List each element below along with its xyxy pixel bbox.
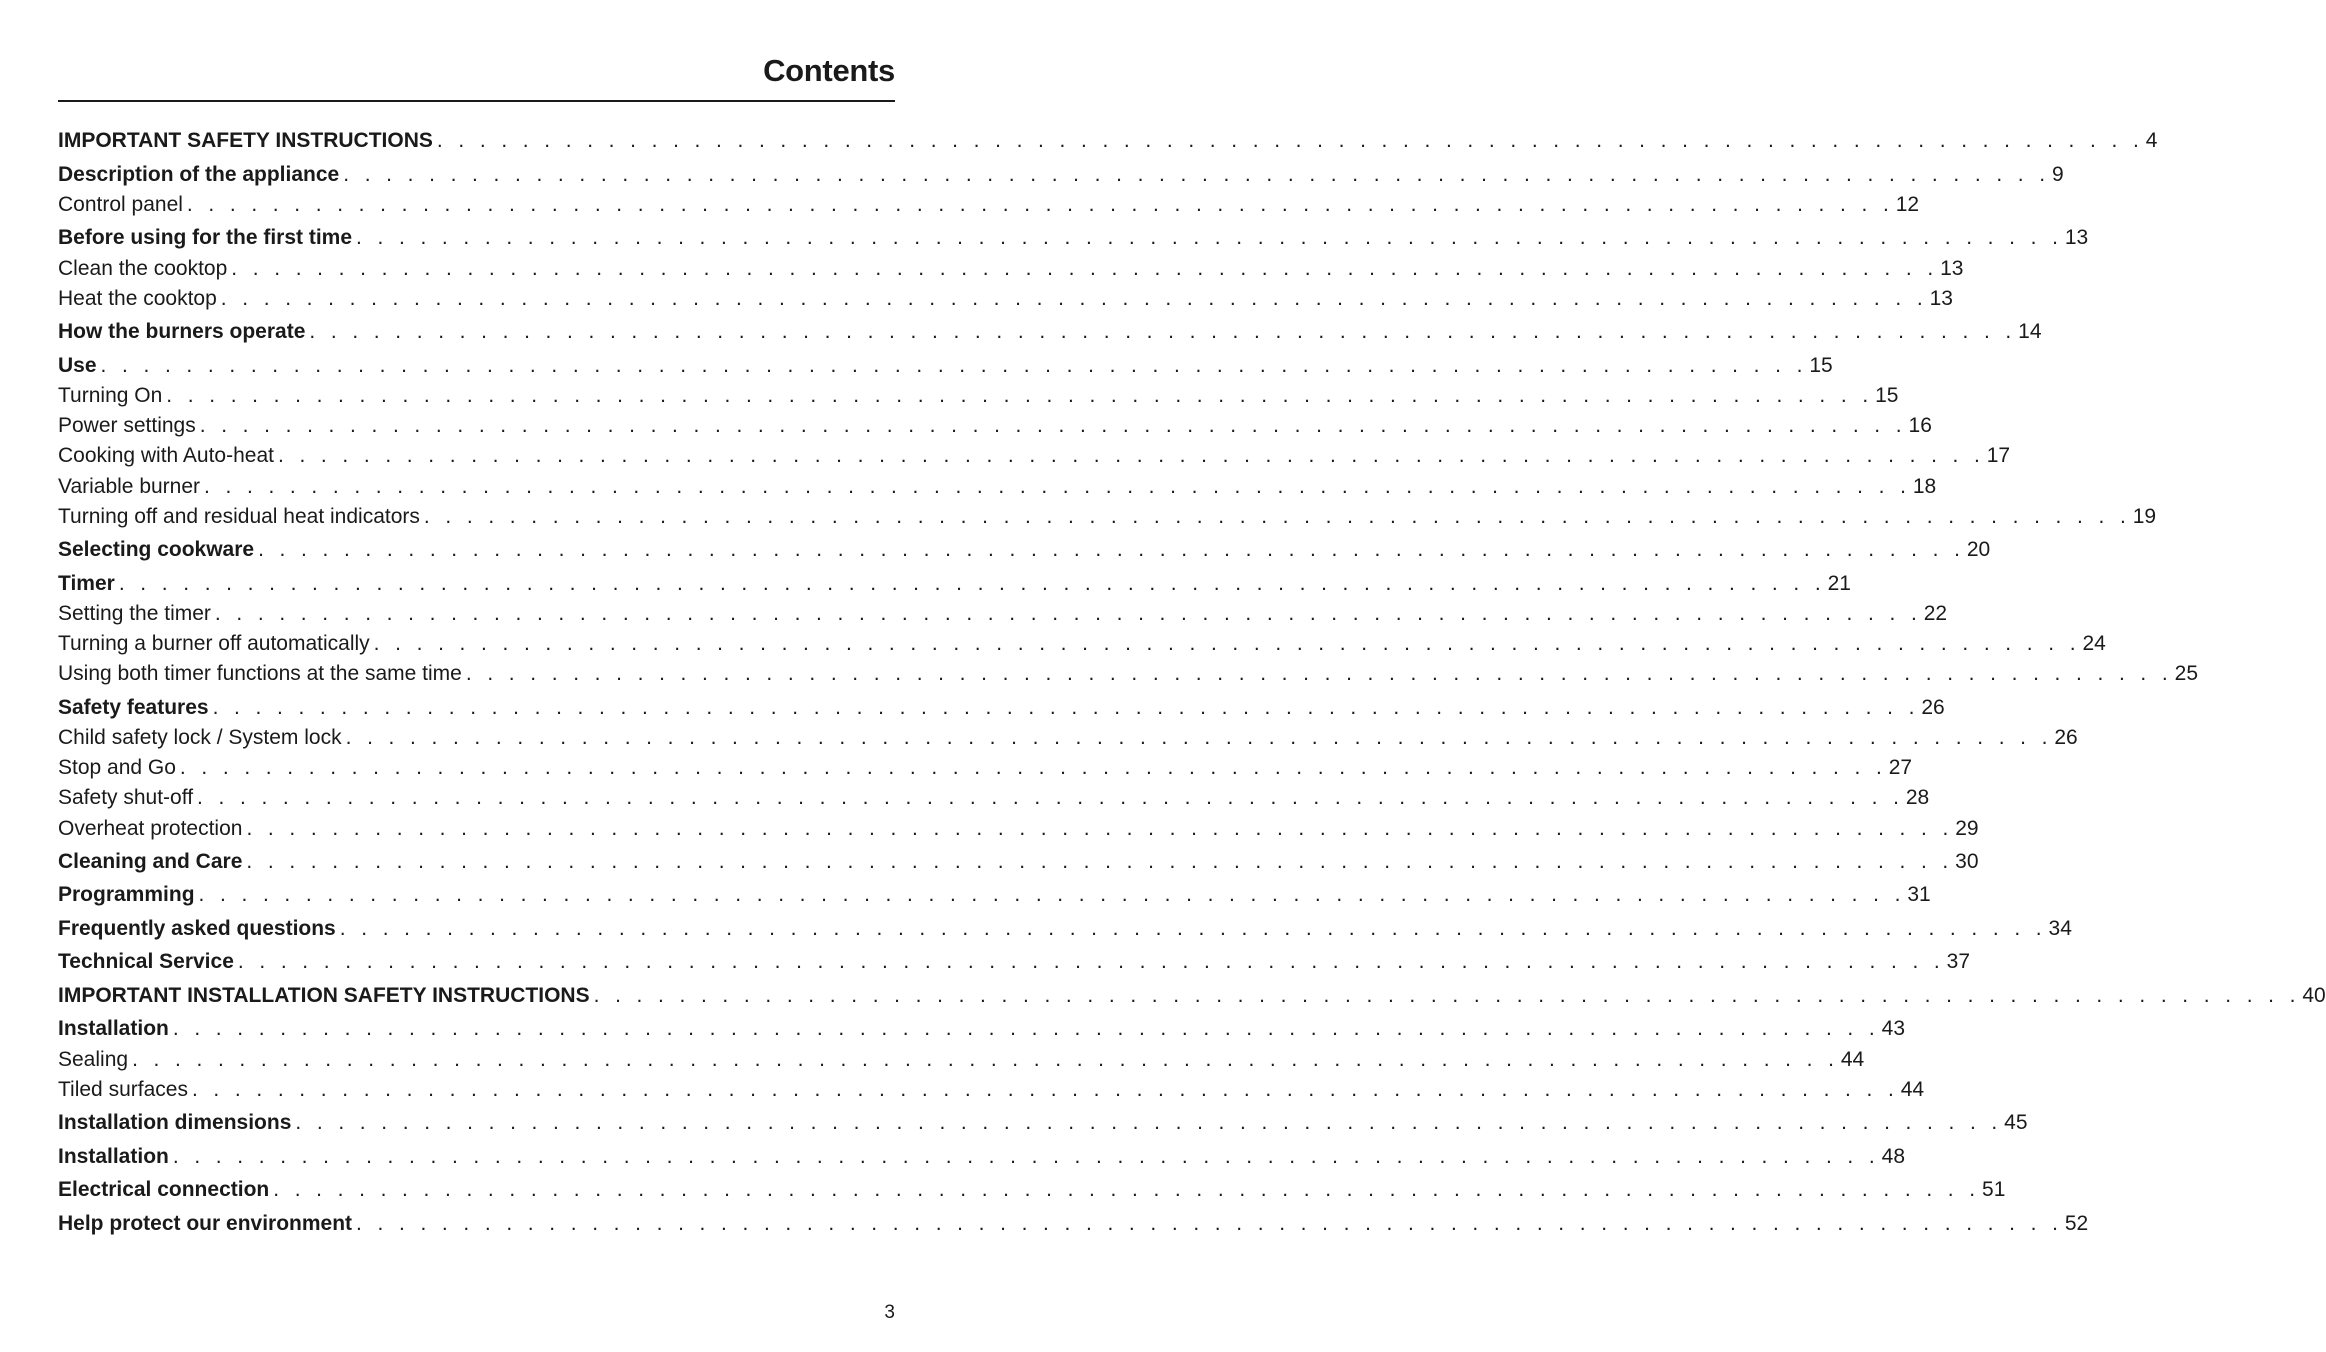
- toc-leader-dots: . . . . . . . . . . . . . . . . . . . . . . . . . . . . . . . . . . . . . . . . . . . . . . . . . . . . . . . . . . . . . . . . . . . . . . . . . . . . . . . .: [172, 1017, 1880, 1041]
- toc-entry-label: Technical Service: [58, 950, 234, 974]
- toc-leader-dots: . . . . . . . . . . . . . . . . . . . . . . . . . . . . . . . . . . . . . . . . . . . . . . . . . . . . . . . . . . . . . . . . . . . . . . . . . . . . . . . .: [339, 916, 2047, 940]
- page-title: Contents: [763, 53, 895, 88]
- toc-entry-page: 28: [1905, 786, 1930, 810]
- toc-entry[interactable]: [58, 192, 1920, 223]
- toc-entry[interactable]: [58, 1017, 1905, 1047]
- toc-entry[interactable]: [58, 226, 2089, 256]
- toc-entry[interactable]: [58, 504, 2157, 535]
- toc-entry-label: Variable burner: [58, 474, 201, 498]
- toc-entry[interactable]: [58, 662, 2198, 692]
- toc-entry-label: Cleaning and Care: [58, 849, 243, 873]
- toc-entry[interactable]: [58, 1178, 2006, 1208]
- toc-entry[interactable]: [58, 571, 1851, 602]
- toc-leader-dots: . . . . . . . . . . . . . . . . . . . . . . . . . . . . . . . . . . . . . . . . . . . . . . . . . . . . . . . . . . . . . . . . . . . . . . . . . . . . . . . .: [246, 849, 1954, 873]
- toc-entry[interactable]: [58, 695, 1945, 726]
- toc-leader-dots: . . . . . . . . . . . . . . . . . . . . . . . . . . . . . . . . . . . . . . . . . . . . . . . . . . . . . . . . . . . . . . . . . . . . . . . . . . . . . . . .: [186, 192, 1894, 216]
- toc-leader-dots: . . . . . . . . . . . . . . . . . . . . . . . . . . . . . . . . . . . . . . . . . . . . . . . . . . . . . . . . . . . . . . . . . . . . . . . . . . . . . . . .: [436, 129, 2144, 153]
- toc-leader-dots: . . . . . . . . . . . . . . . . . . . . . . . . . . . . . . . . . . . . . . . . . . . . . . . . . . . . . . . . . . . . . . . . . . . . . . . . . . . . . . . .: [277, 444, 1985, 468]
- toc-entry-page: 13: [1929, 286, 1953, 310]
- toc-entry[interactable]: [58, 1077, 1925, 1108]
- toc-entry-label: Turning a burner off automatically: [58, 632, 370, 656]
- toc-entry-page: 31: [1907, 883, 1931, 907]
- toc-entry-page: 48: [1881, 1144, 1905, 1168]
- toc-entry-page: 25: [2174, 662, 2198, 686]
- toc-leader-dots: . . . . . . . . . . . . . . . . . . . . . . . . . . . . . . . . . . . . . . . . . . . . . . . . . . . . . . . . . . . . . . . . . . . . . . . . . . . . . . . .: [345, 725, 2053, 749]
- toc-entry-label: Turning off and residual heat indicators: [58, 504, 420, 528]
- toc-entry-label: Cooking with Auto-heat: [58, 444, 274, 468]
- toc-entry-page: 19: [2132, 504, 2157, 528]
- toc-entry[interactable]: [58, 129, 2158, 159]
- toc-entry-label: Safety shut-off: [58, 786, 194, 810]
- toc-entry-label: Tiled surfaces: [58, 1077, 188, 1101]
- toc-leader-dots: . . . . . . . . . . . . . . . . . . . . . . . . . . . . . . . . . . . . . . . . . . . . . . . . . . . . . . . . . . . . . . . . . . . . . . . . . . . . . . . .: [199, 414, 1907, 438]
- toc-entry-page: 45: [2004, 1111, 2028, 1135]
- toc-entry[interactable]: [58, 816, 1979, 847]
- toc-leader-dots: . . . . . . . . . . . . . . . . . . . . . . . . . . . . . . . . . . . . . . . . . . . . . . . . . . . . . . . . . . . . . . . . . . . . . . . . . . . . . . . .: [132, 1047, 1839, 1071]
- toc-entry-label: Using both timer functions at the same time: [58, 662, 462, 686]
- toc-leader-dots: . . . . . . . . . . . . . . . . . . . . . . . . . . . . . . . . . . . . . . . . . . . . . . . . . . . . . . . . . . . . . . . . . . . . . . . . . . . . . . . .: [373, 632, 2081, 656]
- toc-entry[interactable]: [58, 444, 2011, 474]
- toc-leader-dots: . . . . . . . . . . . . . . . . . . . . . . . . . . . . . . . . . . . . . . . . . . . . . . . . . . . . . . . . . . . . . . . . . . . . . . . . . . . . . . . .: [246, 816, 1954, 840]
- toc-entry-label: Installation: [58, 1017, 169, 1041]
- toc-entry-label: IMPORTANT INSTALLATION SAFETY INSTRUCTIONS: [58, 983, 590, 1007]
- toc-entry[interactable]: [58, 632, 2106, 662]
- page-number: 3: [884, 1302, 895, 1323]
- toc-entry[interactable]: [58, 383, 1899, 414]
- toc-entry[interactable]: [58, 1047, 1865, 1078]
- toc-entry-label: Child safety lock / System lock: [58, 725, 342, 749]
- toc-leader-dots: . . . . . . . . . . . . . . . . . . . . . . . . . . . . . . . . . . . . . . . . . . . . . . . . . . . . . . . . . . . . . . . . . . . . . . . . . . . . . . . .: [179, 756, 1887, 780]
- toc-leader-dots: . . . . . . . . . . . . . . . . . . . . . . . . . . . . . . . . . . . . . . . . . . . . . . . . . . . . . . . . . . . . . . . . . . . . . . . . . . . . . . . .: [258, 538, 1965, 562]
- toc-entry-page: 30: [1955, 849, 1979, 873]
- toc-entry[interactable]: [58, 286, 1953, 317]
- toc-entry-page: 43: [1881, 1017, 1905, 1041]
- toc-entry-page: 16: [1908, 414, 1932, 438]
- toc-leader-dots: . . . . . . . . . . . . . . . . . . . . . . . . . . . . . . . . . . . . . . . . . . . . . . . . . . . . . . . . . . . . . . . . . . . . . . . . . . . . . . . .: [231, 256, 1939, 280]
- toc-entry[interactable]: [58, 950, 1971, 980]
- toc-entry-page: 44: [1840, 1047, 1865, 1071]
- toc-entry-page: 22: [1923, 601, 1948, 625]
- toc-leader-dots: . . . . . . . . . . . . . . . . . . . . . . . . . . . . . . . . . . . . . . . . . . . . . . . . . . . . . . . . . . . . . . . . . . . . . . . . . . . . . . . .: [465, 662, 2173, 686]
- toc-entry-label: Heat the cooktop: [58, 286, 217, 310]
- table-of-contents: [58, 126, 2326, 1242]
- toc-leader-dots: . . . . . . . . . . . . . . . . . . . . . . . . . . . . . . . . . . . . . . . . . . . . . . . . . . . . . . . . . . . . . . . . . . . . . . . . . . . . . . . .: [197, 786, 1904, 810]
- toc-entry-label: IMPORTANT SAFETY INSTRUCTIONS: [58, 129, 433, 153]
- toc-entry[interactable]: [58, 756, 1913, 786]
- toc-leader-dots: . . . . . . . . . . . . . . . . . . . . . . . . . . . . . . . . . . . . . . . . . . . . . . . . . . . . . . . . . . . . . . . . . . . . . . . . . . . . . . . .: [295, 1111, 2003, 1135]
- toc-entry-page: 51: [1982, 1178, 2006, 1202]
- toc-entry[interactable]: [58, 1144, 1905, 1175]
- toc-entry[interactable]: [58, 983, 2326, 1014]
- toc-entry-label: Use: [58, 353, 97, 377]
- toc-leader-dots: . . . . . . . . . . . . . . . . . . . . . . . . . . . . . . . . . . . . . . . . . . . . . . . . . . . . . . . . . . . . . . . . . . . . . . . . . . . . . . . .: [100, 353, 1808, 377]
- toc-leader-dots: . . . . . . . . . . . . . . . . . . . . . . . . . . . . . . . . . . . . . . . . . . . . . . . . . . . . . . . . . . . . . . . . . . . . . . . . . . . . . . . .: [356, 1211, 2063, 1235]
- toc-entry-label: Selecting cookware: [58, 538, 255, 562]
- toc-entry-label: Overheat protection: [58, 816, 243, 840]
- toc-entry-page: 13: [1940, 256, 1964, 280]
- toc-leader-dots: . . . . . . . . . . . . . . . . . . . . . . . . . . . . . . . . . . . . . . . . . . . . . . . . . . . . . . . . . . . . . . . . . . . . . . . . . . . . . . . .: [204, 474, 1911, 498]
- toc-leader-dots: . . . . . . . . . . . . . . . . . . . . . . . . . . . . . . . . . . . . . . . . . . . . . . . . . . . . . . . . . . . . . . . . . . . . . . . . . . . . . . . .: [593, 983, 2301, 1007]
- toc-entry-page: 20: [1966, 538, 1991, 562]
- toc-entry-page: 15: [1875, 383, 1899, 407]
- toc-entry[interactable]: [58, 883, 1931, 913]
- toc-entry-label: Description of the appliance: [58, 162, 340, 186]
- toc-entry[interactable]: [58, 786, 1930, 816]
- toc-entry-page: 18: [1912, 474, 1937, 498]
- toc-entry[interactable]: [58, 353, 1833, 384]
- toc-entry-page: 26: [2054, 725, 2078, 749]
- toc-entry[interactable]: [58, 849, 1979, 880]
- toc-entry-label: Programming: [58, 883, 195, 907]
- toc-entry-label: Help protect our environment: [58, 1211, 353, 1235]
- toc-entry[interactable]: [58, 916, 2072, 947]
- toc-leader-dots: . . . . . . . . . . . . . . . . . . . . . . . . . . . . . . . . . . . . . . . . . . . . . . . . . . . . . . . . . . . . . . . . . . . . . . . . . . . . . . . .: [237, 950, 1945, 974]
- toc-entry-page: 13: [2064, 226, 2089, 250]
- toc-entry-page: 14: [2018, 320, 2042, 344]
- toc-entry-label: Electrical connection: [58, 1178, 270, 1202]
- toc-entry-page: 4: [2145, 129, 2158, 153]
- toc-entry-page: 21: [1827, 571, 1851, 595]
- toc-entry-page: 52: [2064, 1211, 2089, 1235]
- toc-leader-dots: . . . . . . . . . . . . . . . . . . . . . . . . . . . . . . . . . . . . . . . . . . . . . . . . . . . . . . . . . . . . . . . . . . . . . . . . . . . . . . . .: [118, 571, 1826, 595]
- toc-entry[interactable]: [58, 256, 1964, 287]
- toc-leader-dots: . . . . . . . . . . . . . . . . . . . . . . . . . . . . . . . . . . . . . . . . . . . . . . . . . . . . . . . . . . . . . . . . . . . . . . . . . . . . . . . .: [220, 286, 1928, 310]
- toc-leader-dots: . . . . . . . . . . . . . . . . . . . . . . . . . . . . . . . . . . . . . . . . . . . . . . . . . . . . . . . . . . . . . . . . . . . . . . . . . . . . . . . .: [423, 504, 2131, 528]
- toc-entry[interactable]: [58, 474, 1937, 505]
- toc-leader-dots: . . . . . . . . . . . . . . . . . . . . . . . . . . . . . . . . . . . . . . . . . . . . . . . . . . . . . . . . . . . . . . . . . . . . . . . . . . . . . . . .: [212, 695, 1920, 719]
- toc-leader-dots: . . . . . . . . . . . . . . . . . . . . . . . . . . . . . . . . . . . . . . . . . . . . . . . . . . . . . . . . . . . . . . . . . . . . . . . . . . . . . . . .: [191, 1077, 1899, 1101]
- toc-entry[interactable]: [58, 162, 2064, 193]
- toc-entry-page: 29: [1955, 816, 1979, 840]
- toc-leader-dots: . . . . . . . . . . . . . . . . . . . . . . . . . . . . . . . . . . . . . . . . . . . . . . . . . . . . . . . . . . . . . . . . . . . . . . . . . . . . . . . .: [166, 383, 1874, 407]
- toc-entry[interactable]: [58, 1211, 2089, 1242]
- toc-entry-label: Control panel: [58, 192, 183, 216]
- toc-entry-label: Turning On: [58, 383, 163, 407]
- toc-leader-dots: . . . . . . . . . . . . . . . . . . . . . . . . . . . . . . . . . . . . . . . . . . . . . . . . . . . . . . . . . . . . . . . . . . . . . . . . . . . . . . . .: [172, 1144, 1880, 1168]
- toc-entry-page: 17: [1986, 444, 2011, 468]
- toc-entry-label: Safety features: [58, 695, 209, 719]
- toc-entry-label: Stop and Go: [58, 756, 176, 780]
- toc-entry-label: Before using for the first time: [58, 226, 353, 250]
- toc-entry-page: 40: [2302, 983, 2326, 1007]
- toc-entry[interactable]: [58, 538, 1991, 568]
- toc-entry[interactable]: [58, 1111, 2028, 1141]
- toc-leader-dots: . . . . . . . . . . . . . . . . . . . . . . . . . . . . . . . . . . . . . . . . . . . . . . . . . . . . . . . . . . . . . . . . . . . . . . . . . . . . . . . .: [214, 601, 1922, 625]
- toc-leader-dots: . . . . . . . . . . . . . . . . . . . . . . . . . . . . . . . . . . . . . . . . . . . . . . . . . . . . . . . . . . . . . . . . . . . . . . . . . . . . . . . .: [273, 1178, 1981, 1202]
- toc-entry-page: 37: [1946, 950, 1971, 974]
- toc-entry-label: How the burners operate: [58, 320, 306, 344]
- toc-entry[interactable]: [58, 320, 2042, 350]
- toc-entry-label: Sealing: [58, 1047, 129, 1071]
- toc-entry-label: Frequently asked questions: [58, 916, 336, 940]
- toc-leader-dots: . . . . . . . . . . . . . . . . . . . . . . . . . . . . . . . . . . . . . . . . . . . . . . . . . . . . . . . . . . . . . . . . . . . . . . . . . . . . . . . .: [198, 883, 1906, 907]
- toc-entry-page: 44: [1900, 1077, 1925, 1101]
- toc-entry-label: Installation dimensions: [58, 1111, 292, 1135]
- toc-leader-dots: . . . . . . . . . . . . . . . . . . . . . . . . . . . . . . . . . . . . . . . . . . . . . . . . . . . . . . . . . . . . . . . . . . . . . . . . . . . . . . . .: [356, 226, 2063, 250]
- toc-leader-dots: . . . . . . . . . . . . . . . . . . . . . . . . . . . . . . . . . . . . . . . . . . . . . . . . . . . . . . . . . . . . . . . . . . . . . . . . . . . . . . . .: [309, 320, 2017, 344]
- toc-entry-label: Power settings: [58, 414, 196, 438]
- toc-entry[interactable]: [58, 725, 2078, 756]
- toc-entry-label: Setting the timer: [58, 601, 211, 625]
- toc-entry-label: Timer: [58, 571, 115, 595]
- toc-entry[interactable]: [58, 414, 1932, 444]
- toc-entry-label: Installation: [58, 1144, 169, 1168]
- toc-entry-label: Clean the cooktop: [58, 256, 228, 280]
- toc-entry-page: 26: [1921, 695, 1945, 719]
- toc-entry-page: 27: [1888, 756, 1913, 780]
- page-header: [58, 50, 895, 102]
- toc-entry-page: 12: [1895, 192, 1920, 216]
- toc-leader-dots: . . . . . . . . . . . . . . . . . . . . . . . . . . . . . . . . . . . . . . . . . . . . . . . . . . . . . . . . . . . . . . . . . . . . . . . . . . . . . . . .: [343, 162, 2050, 186]
- toc-entry-page: 9: [2052, 162, 2064, 186]
- toc-entry[interactable]: [58, 601, 1948, 632]
- toc-entry-page: 34: [2048, 916, 2072, 940]
- toc-entry-page: 24: [2082, 632, 2106, 656]
- toc-entry-page: 15: [1809, 353, 1833, 377]
